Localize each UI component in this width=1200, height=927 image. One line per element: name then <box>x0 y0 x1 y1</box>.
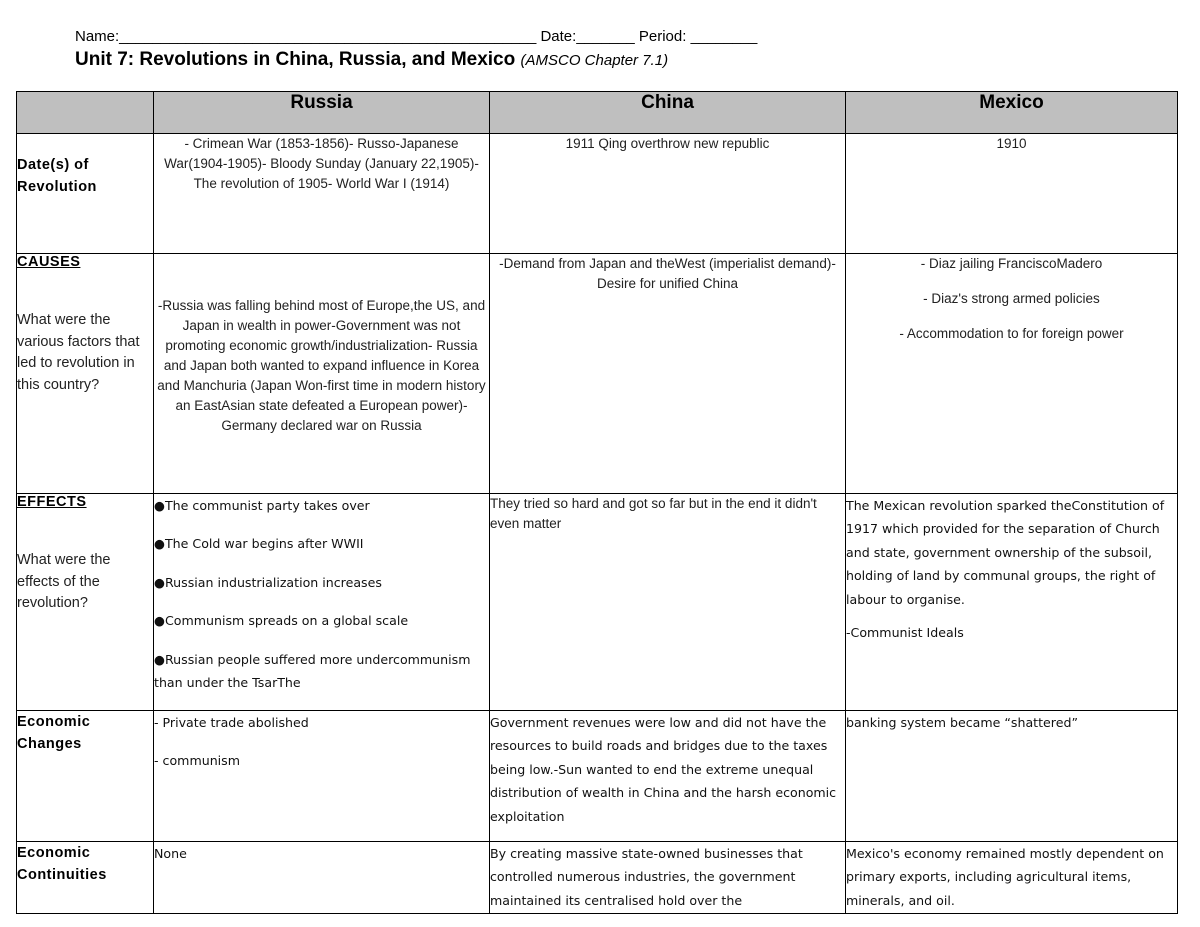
page-subtitle: (AMSCO Chapter 7.1) <box>520 52 669 69</box>
cell-russia-causes: -Russia was falling behind most of Europe,the US, and Japan in wealth in power-Government was not promoting economic growth/industrialization- Russia and Japan both wanted to expand influence in Korea and Manchuria (Japan Won-first time in modern history an EastAsian state defeated a European power)-Germany declared war on Russia <box>154 254 490 494</box>
row-question-effects: What were the effects of the revolution? <box>17 552 111 611</box>
cell-russia-economic-continuities: None <box>154 842 490 914</box>
table-row-effects <box>17 494 1178 711</box>
row-label-economic-continuities: Economic Continuities <box>17 845 107 883</box>
cell-mexico-economic-changes: banking system became “shattered” <box>846 711 1178 842</box>
row-label-effects: EFFECTS <box>17 494 87 510</box>
row-label-cell <box>17 254 154 494</box>
table-row-economic-continuities <box>17 842 1178 914</box>
list-item: ●The communist party takes over <box>154 498 370 513</box>
mexico-effect-paragraph: -Communist Ideals <box>846 625 964 641</box>
table-row-economic-changes <box>17 711 1178 842</box>
cell-mexico-economic-continuities: Mexico's economy remained mostly dependent on primary exports, including agricultural items, minerals, and oil. <box>846 842 1178 914</box>
list-item: ●Russian people suffered more undercommunism than under the TsarThe <box>154 651 471 691</box>
row-label-economic-changes: Economic Changes <box>17 714 91 752</box>
list-item: - Private trade abolished <box>154 715 309 730</box>
cell-russia-effects <box>154 494 490 711</box>
cell-china-dates: 1911 Qing overthrow new republic <box>490 134 846 254</box>
name-date-period-line: Name:__________________________________________________ Date:_______ Period: ________ <box>75 28 758 45</box>
cell-china-causes: -Demand from Japan and theWest (imperialist demand)-Desire for unified China <box>490 254 846 494</box>
list-item: - communism <box>154 753 241 769</box>
header-row <box>17 92 1178 134</box>
corner-header <box>17 92 154 134</box>
cell-china-effects: They tried so hard and got so far but in the end it didn't even matter <box>490 494 846 711</box>
row-label-dates: Date(s) of Revolution <box>17 157 97 195</box>
cell-mexico-causes <box>846 254 1178 494</box>
cell-russia-dates: - Crimean War (1853-1856)- Russo-Japanese War(1904-1905)- Bloody Sunday (January 22,1905)-The revolution of 1905- World War I (1914) <box>154 134 490 254</box>
page-title: Unit 7: Revolutions in China, Russia, and Mexico <box>75 49 516 70</box>
mexico-cause-item: - Diaz jailing FranciscoMadero <box>920 256 1103 271</box>
row-label-cell <box>17 494 154 711</box>
table-row-dates <box>17 134 1178 254</box>
list-item: ●The Cold war begins after WWII <box>154 536 364 552</box>
cell-mexico-dates: 1910 <box>846 134 1178 254</box>
row-label-causes: CAUSES <box>17 254 81 270</box>
column-header-china: China <box>490 92 846 134</box>
cell-china-economic-changes: Government revenues were low and did not have the resources to build roads and bridges due to the taxes being low.-Sun wanted to end the extreme unequal distribution of wealth in China and the harsh economic exploitation <box>490 711 846 842</box>
comparison-table <box>16 91 1178 914</box>
cell-russia-economic-changes <box>154 711 490 842</box>
column-header-russia: Russia <box>154 92 490 134</box>
cell-china-economic-continuities: By creating massive state-owned businesses that controlled numerous industries, the government maintained its centralised hold over the <box>490 842 846 914</box>
cell-mexico-effects <box>846 494 1178 711</box>
page-title-line <box>75 49 668 71</box>
row-label-cell <box>17 842 154 914</box>
mexico-cause-item: - Accommodation to for foreign power <box>899 326 1124 341</box>
table-row-causes <box>17 254 1178 494</box>
row-label-cell <box>17 711 154 842</box>
mexico-effect-paragraph: The Mexican revolution sparked theConstitution of 1917 which provided for the separation of Church and state, government ownership of the subsoil, holding of land by communal groups, the right of labour to organise. <box>846 498 1165 607</box>
column-header-mexico: Mexico <box>846 92 1178 134</box>
list-item: ●Russian industrialization increases <box>154 574 382 590</box>
mexico-cause-item: - Diaz's strong armed policies <box>923 291 1100 306</box>
list-item: ●Communism spreads on a global scale <box>154 613 409 629</box>
row-question-causes: What were the various factors that led to revolution in this country? <box>17 312 140 393</box>
row-label-cell <box>17 134 154 254</box>
